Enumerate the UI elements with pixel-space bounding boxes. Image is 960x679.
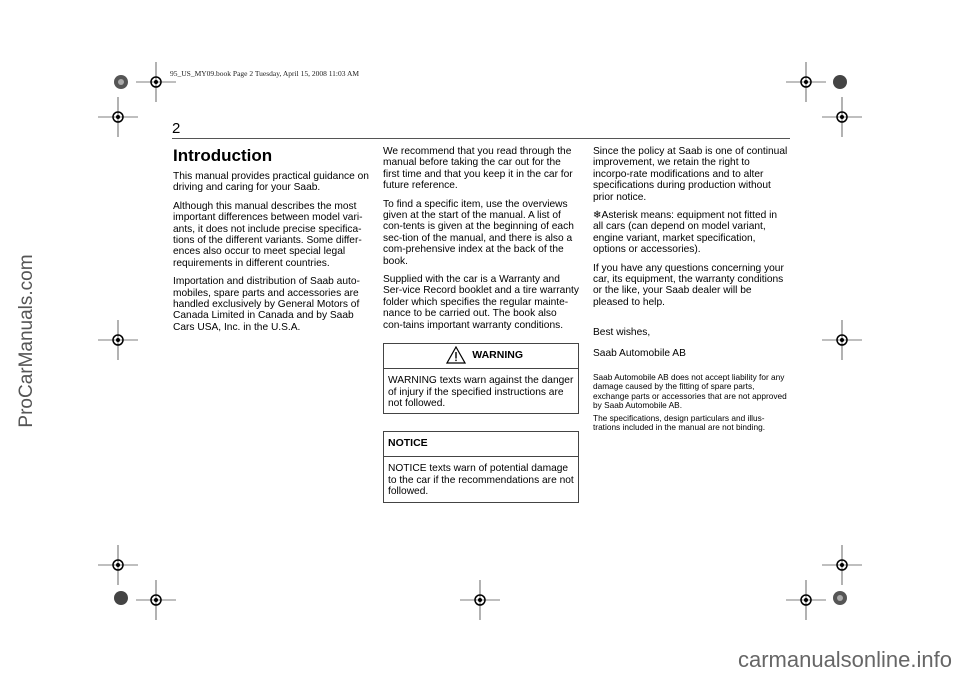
print-header: 95_US_MY09.book Page 2 Tuesday, April 15, 2008 11:03 AM	[170, 69, 360, 78]
variants-paragraph: Although this manual describes the most important differences between model vari-ants, it does not include precise specifica-tions of the different variants. Some differ-ences also occur to meet special legal requirements in different countries.	[173, 200, 363, 269]
warning-text: WARNING texts warn against the danger of injury if the specified instructions are not followed.	[388, 375, 574, 409]
notice-text: NOTICE texts warn of potential damage to the car if the recommendations are not followed.	[388, 463, 574, 498]
warning-box	[383, 343, 579, 414]
notice-box	[383, 431, 579, 502]
crosshair-icon	[460, 580, 500, 620]
questions-paragraph: If you have any questions concerning your car, its equipment, the warranty conditions or the like, your Saab dealer will be pleased to help.	[593, 262, 784, 308]
registration-mark-icon	[820, 578, 860, 618]
crosshair-icon	[136, 580, 176, 620]
page-number: 2	[172, 120, 181, 137]
side-watermark: ProCarManuals.com	[16, 254, 37, 428]
recommend-paragraph: We recommend that you read through the manual before taking the car out for the first time and that you keep it in the car for future reference.	[383, 146, 573, 192]
header-rule	[172, 138, 790, 139]
disclaimer	[593, 373, 789, 432]
warning-triangle-icon	[446, 346, 466, 367]
crosshair-icon	[136, 62, 176, 102]
intro-paragraph: This manual provides practical guidance on driving and caring for your Saab.	[173, 171, 369, 194]
column-1	[173, 146, 369, 340]
page-title: Introduction	[173, 146, 273, 165]
specifications-disclaimer: The specifications, design particulars and illus-trations included in the manual are not binding.	[593, 412, 766, 433]
asterisk-paragraph	[593, 210, 789, 256]
crosshair-icon	[822, 320, 862, 360]
registration-mark-icon	[820, 62, 860, 102]
warning-box-header	[384, 344, 578, 369]
find-item-paragraph: To find a specific item, use the overviews given at the start of the manual. A list of con-tents is given at the beginning of each sec-tion of the manual, and there is also a com-prehensive index at the back of the book.	[383, 198, 574, 267]
crosshair-icon	[98, 320, 138, 360]
asterisk-text: Asterisk means: equipment not fitted in all cars (can depend on model variant, engine variant, market specification, options or accessories).	[593, 210, 778, 256]
registration-mark-icon	[101, 578, 141, 618]
crosshair-icon	[822, 97, 862, 137]
closing-text: Best wishes,	[593, 327, 651, 339]
warning-title: WARNING	[472, 349, 523, 362]
notice-box-header	[384, 432, 578, 457]
warranty-paragraph: Supplied with the car is a Warranty and Ser-vice Record booklet and a tire warranty folder which specifies the regular mainte-nance to be carried out. The book also con-tains important warranty conditions.	[383, 274, 579, 331]
column-2	[383, 146, 579, 503]
policy-paragraph: Since the policy at Saab is one of continual improvement, we retain the right to incorpo-rate modifications and to alter specifications during production without prior notice.	[593, 146, 788, 203]
asterisk-icon: ❄	[593, 210, 602, 222]
crosshair-icon	[98, 97, 138, 137]
column-3	[593, 146, 789, 436]
distribution-paragraph: Importation and distribution of Saab auto-mobiles, spare parts and accessories are handled exclusively by General Motors of Canada Limited in Canada and by Saab Cars USA, Inc. in the U.S.A.	[173, 276, 360, 333]
footer-watermark: carmanualsonline.info	[737, 647, 952, 672]
signature-text: Saab Automobile AB	[593, 347, 686, 359]
registration-mark-icon	[101, 62, 141, 102]
notice-title: NOTICE	[388, 437, 428, 450]
liability-disclaimer: Saab Automobile AB does not accept liability for any damage caused by the fitting of spare parts, exchange parts or accessories that are not approved by Saab Automobile AB.	[593, 372, 787, 410]
